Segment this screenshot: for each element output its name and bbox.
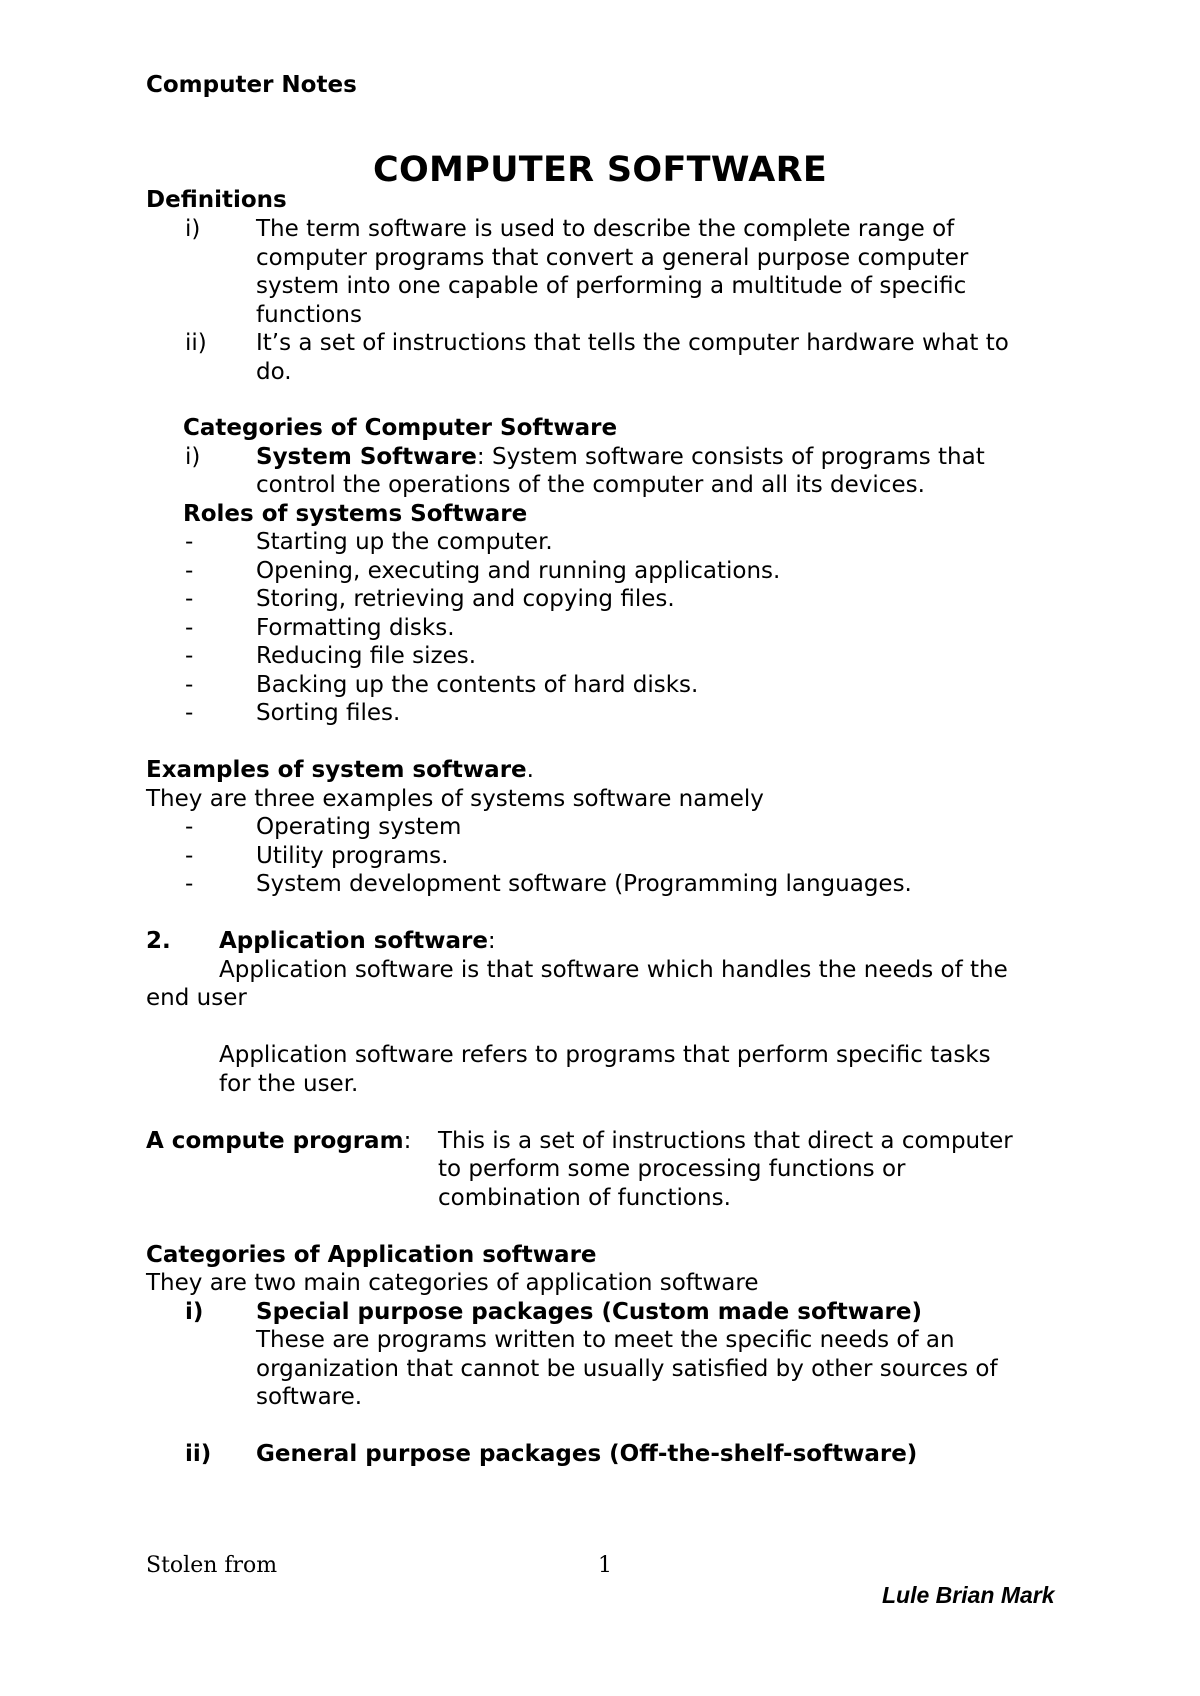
page-number: 1 — [598, 1553, 612, 1578]
footer-source: Stolen from — [146, 1553, 278, 1578]
example-item: System development software (Programming languages. — [256, 871, 912, 897]
program-term-colon: : — [403, 1127, 412, 1154]
role-item: Backing up the contents of hard disks. — [256, 671, 699, 698]
role-item: Opening, executing and running applications. — [256, 557, 781, 584]
application-heading-text: Application software — [219, 928, 488, 954]
page-title: COMPUTER SOFTWARE — [372, 150, 828, 190]
definition-2-line-1: It’s a set of instructions that tells the computer hardware what to — [256, 330, 1009, 356]
system-software-line-2: control the operations of the computer and all its devices. — [256, 472, 925, 498]
example-bullet: - — [185, 871, 194, 897]
categories-heading: Categories of Computer Software — [183, 415, 618, 441]
definition-1-number: i) — [185, 216, 201, 242]
program-term — [146, 1127, 411, 1156]
examples-heading-punct: . — [526, 757, 534, 783]
system-software-definition: : System software consists of programs that — [476, 443, 985, 470]
example-item: Operating system — [256, 814, 462, 840]
app-category-2-number: ii) — [185, 1441, 212, 1467]
application-para1-line-1: Application software is that software which handles the needs of the — [219, 956, 1008, 983]
examples-intro: They are three examples of systems software namely — [146, 785, 764, 812]
role-bullet: - — [185, 671, 194, 698]
app-categories-intro: They are two main categories of application software — [146, 1270, 759, 1296]
role-item: Sorting files. — [256, 700, 401, 726]
definition-1-line-1: The term software is used to describe the complete range of — [256, 216, 955, 242]
system-software-number: i) — [185, 443, 201, 470]
examples-heading — [146, 756, 534, 785]
role-bullet: - — [185, 643, 194, 669]
program-definition-line-3: combination of functions. — [438, 1184, 731, 1211]
definition-1-line-3: system into one capable of performing a multitude of specific — [256, 273, 967, 299]
definition-1-line-4: functions — [256, 301, 362, 328]
definitions-heading: Definitions — [146, 187, 287, 213]
role-bullet: - — [185, 529, 194, 555]
example-bullet: - — [185, 814, 194, 840]
definition-2-number: ii) — [185, 330, 207, 356]
program-definition-line-2: to perform some processing functions or — [438, 1156, 906, 1182]
application-para2-line-2: for the user. — [219, 1070, 359, 1097]
roles-heading: Roles of systems Software — [183, 500, 528, 527]
role-bullet: - — [185, 614, 194, 641]
system-software-term: System Software — [256, 443, 477, 470]
role-bullet: - — [185, 586, 194, 612]
app-categories-heading: Categories of Application software — [146, 1241, 597, 1268]
definition-2-line-2: do. — [256, 358, 292, 385]
example-bullet: - — [185, 842, 194, 869]
app-category-2-title: General purpose packages (Off-the-shelf-software) — [256, 1441, 918, 1467]
examples-heading-text: Examples of system software — [146, 757, 527, 783]
header-label: Computer Notes — [146, 72, 357, 98]
app-category-1-title: Special purpose packages (Custom made software) — [256, 1298, 922, 1325]
role-item: Storing, retrieving and copying files. — [256, 586, 675, 612]
example-item: Utility programs. — [256, 842, 449, 869]
application-heading-punct: : — [487, 928, 496, 954]
app-category-1-number: i) — [185, 1298, 204, 1325]
app-category-1-line-2: organization that cannot be usually satisfied by other sources of — [256, 1355, 998, 1382]
role-bullet: - — [185, 700, 194, 726]
app-category-1-line-1: These are programs written to meet the specific needs of an — [256, 1327, 955, 1353]
program-definition-line-1: This is a set of instructions that direct a computer — [438, 1127, 1013, 1154]
role-item: Reducing file sizes. — [256, 643, 477, 669]
application-para2-line-1: Application software refers to programs that perform specific tasks — [219, 1042, 991, 1068]
system-software-line-1 — [256, 443, 985, 472]
role-item: Starting up the computer. — [256, 529, 553, 555]
application-number: 2. — [146, 928, 171, 954]
application-para1-line-2: end user — [146, 985, 247, 1011]
role-item: Formatting disks. — [256, 614, 455, 641]
program-term-text: A compute program — [146, 1127, 404, 1154]
author-name: Lule Brian Mark — [882, 1582, 1055, 1608]
definition-1-line-2: computer programs that convert a general purpose computer — [256, 244, 969, 271]
role-bullet: - — [185, 557, 194, 584]
application-heading — [219, 927, 496, 956]
app-category-1-line-3: software. — [256, 1384, 363, 1410]
